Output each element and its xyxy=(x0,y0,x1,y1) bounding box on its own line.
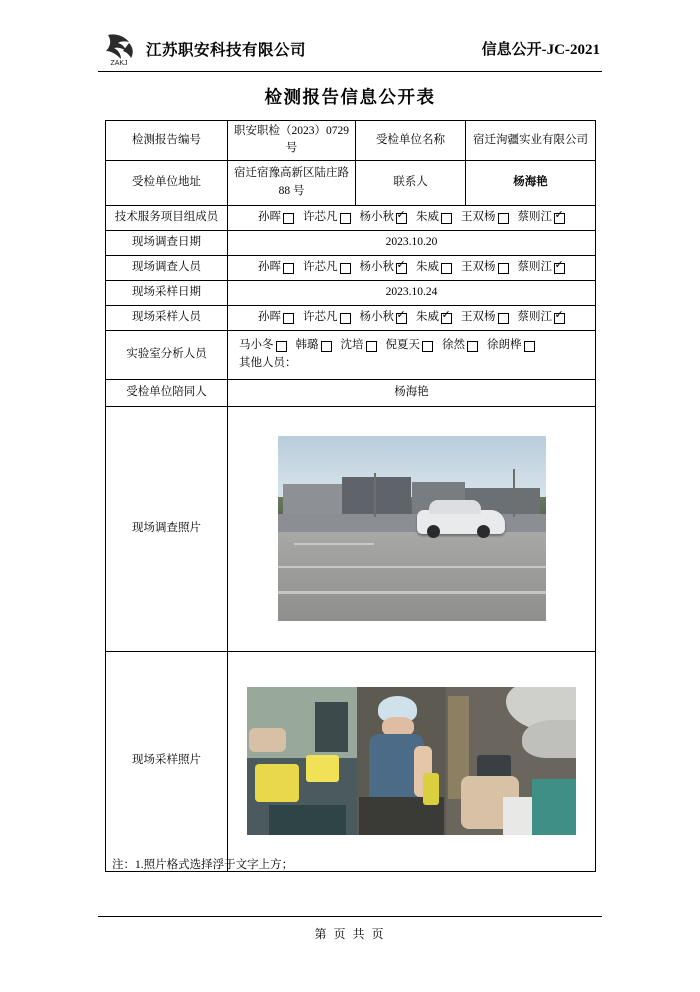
person-name: 许芯凡 xyxy=(303,210,338,223)
person-checkbox-item[interactable] xyxy=(258,209,294,226)
survey-date-value: 2023.10.20 xyxy=(228,230,596,255)
person-checkbox-item[interactable] xyxy=(360,209,408,226)
table-row xyxy=(106,330,596,379)
checkbox-icon[interactable] xyxy=(441,263,452,274)
person-checkbox-item[interactable] xyxy=(303,209,351,226)
company-name: 江苏职安科技有限公司 xyxy=(146,41,307,59)
lab-other-label: 其他人员： xyxy=(239,356,297,369)
person-name: 孙晖 xyxy=(258,210,281,223)
checkbox-checked-icon[interactable] xyxy=(396,263,407,274)
person-checkbox-item[interactable] xyxy=(258,309,294,326)
checkbox-icon[interactable] xyxy=(498,213,509,224)
checkbox-checked-icon[interactable] xyxy=(554,313,565,324)
team-label: 技术服务项目组成员 xyxy=(106,205,228,230)
doc-code: 信息公开-JC-2021 xyxy=(481,42,600,58)
checkbox-icon[interactable] xyxy=(441,213,452,224)
person-name: 孙晖 xyxy=(258,310,281,323)
checkbox-icon[interactable] xyxy=(340,313,351,324)
person-checkbox-item[interactable] xyxy=(461,259,509,276)
person-name: 蔡则江 xyxy=(517,310,552,323)
checkbox-icon[interactable] xyxy=(467,341,478,352)
person-name: 王双杨 xyxy=(461,260,496,273)
lab-members-list xyxy=(237,337,592,354)
person-name: 朱威 xyxy=(416,310,439,323)
contact-label: 联系人 xyxy=(356,160,466,205)
brand xyxy=(98,30,306,68)
survey-photo-image xyxy=(278,436,546,621)
team-members-cell xyxy=(228,205,596,230)
survey-person-label: 现场调查人员 xyxy=(106,255,228,280)
person-checkbox-item[interactable] xyxy=(442,337,478,354)
report-no-label: 检测报告编号 xyxy=(106,121,228,161)
sampling-members-cell xyxy=(228,305,596,330)
person-checkbox-item[interactable] xyxy=(296,337,332,354)
checkbox-icon[interactable] xyxy=(422,341,433,352)
person-name: 许芯凡 xyxy=(303,260,338,273)
client-name-label: 受检单位名称 xyxy=(356,121,466,161)
person-name: 杨小秋 xyxy=(359,260,394,273)
person-checkbox-item[interactable] xyxy=(461,209,509,226)
checkbox-icon[interactable] xyxy=(366,341,377,352)
person-checkbox-item[interactable] xyxy=(518,309,566,326)
person-checkbox-item[interactable] xyxy=(360,309,408,326)
person-checkbox-item[interactable] xyxy=(303,259,351,276)
person-name: 朱威 xyxy=(416,210,439,223)
info-table xyxy=(105,120,596,872)
table-row xyxy=(106,651,596,871)
person-name: 杨小秋 xyxy=(359,310,394,323)
checkbox-icon[interactable] xyxy=(283,313,294,324)
page-header xyxy=(98,26,602,72)
table-row xyxy=(106,160,596,205)
person-name: 徐朗桦 xyxy=(487,339,522,352)
sampling-members-list xyxy=(231,309,592,326)
person-checkbox-item[interactable] xyxy=(416,309,452,326)
person-checkbox-item[interactable] xyxy=(416,209,452,226)
table-row xyxy=(106,406,596,651)
team-members-list xyxy=(231,209,592,226)
checkbox-checked-icon[interactable] xyxy=(441,313,452,324)
person-name: 沈培 xyxy=(340,339,364,352)
survey-photo-cell xyxy=(228,406,596,651)
survey-photo-label: 现场调查照片 xyxy=(106,406,228,651)
person-checkbox-item[interactable] xyxy=(239,337,287,354)
table-row xyxy=(106,280,596,305)
sampling-photo-cell xyxy=(228,651,596,871)
table-row xyxy=(106,379,596,406)
client-name-value: 宿迁洵疆实业有限公司 xyxy=(466,121,596,161)
table-row xyxy=(106,255,596,280)
report-no-value: 职安职检（2023）0729 号 xyxy=(228,121,356,161)
person-checkbox-item[interactable] xyxy=(518,259,566,276)
accompany-value: 杨海艳 xyxy=(228,379,596,406)
person-name: 韩璐 xyxy=(295,339,319,352)
checkbox-icon[interactable] xyxy=(276,341,287,352)
logo-text: ZAKJ xyxy=(110,59,128,67)
person-name: 孙晖 xyxy=(258,260,281,273)
page-title: 检测报告信息公开表 xyxy=(264,87,436,107)
person-name: 朱威 xyxy=(416,260,439,273)
person-checkbox-item[interactable] xyxy=(341,337,377,354)
person-name: 蔡则江 xyxy=(517,210,552,223)
person-checkbox-item[interactable] xyxy=(360,259,408,276)
sampling-person-label: 现场采样人员 xyxy=(106,305,228,330)
lab-members-wrap xyxy=(231,337,592,372)
survey-date-label: 现场调查日期 xyxy=(106,230,228,255)
table-row xyxy=(106,230,596,255)
client-addr-value: 宿迁宿豫高新区陆庄路 88 号 xyxy=(228,160,356,205)
table-row xyxy=(106,305,596,330)
lab-label: 实验室分析人员 xyxy=(106,330,228,379)
car-shape xyxy=(417,510,505,534)
sampling-photo-image xyxy=(247,687,577,835)
page-footer: 第 页 共 页 xyxy=(98,916,602,942)
person-checkbox-item[interactable] xyxy=(386,337,434,354)
survey-members-cell xyxy=(228,255,596,280)
sampling-photo-label: 现场采样照片 xyxy=(106,651,228,871)
checkbox-icon[interactable] xyxy=(283,213,294,224)
person-name: 蔡则江 xyxy=(517,260,552,273)
checkbox-icon[interactable] xyxy=(524,341,535,352)
contact-value: 杨海艳 xyxy=(466,160,596,205)
person-name: 王双杨 xyxy=(461,210,496,223)
table-row xyxy=(106,121,596,161)
person-checkbox-item[interactable] xyxy=(303,309,351,326)
lab-members-cell xyxy=(228,330,596,379)
survey-members-list xyxy=(231,259,592,276)
sampling-date-label: 现场采样日期 xyxy=(106,280,228,305)
sampling-date-value: 2023.10.24 xyxy=(228,280,596,305)
checkbox-checked-icon[interactable] xyxy=(554,263,565,274)
person-checkbox-item[interactable] xyxy=(518,209,566,226)
checkbox-icon[interactable] xyxy=(498,263,509,274)
person-checkbox-item[interactable] xyxy=(258,259,294,276)
person-name: 马小冬 xyxy=(239,339,274,352)
person-checkbox-item[interactable] xyxy=(461,309,509,326)
person-name: 王双杨 xyxy=(461,310,496,323)
person-checkbox-item[interactable] xyxy=(487,337,535,354)
checkbox-checked-icon[interactable] xyxy=(396,313,407,324)
person-name: 徐然 xyxy=(442,339,465,352)
client-addr-label: 受检单位地址 xyxy=(106,160,228,205)
company-logo-icon xyxy=(98,30,140,68)
checkbox-icon[interactable] xyxy=(321,341,332,352)
table-row xyxy=(106,205,596,230)
accompany-label: 受检单位陪同人 xyxy=(106,379,228,406)
checkbox-icon[interactable] xyxy=(498,313,509,324)
person-name: 倪夏天 xyxy=(385,339,420,352)
person-name: 杨小秋 xyxy=(359,210,394,223)
checkbox-checked-icon[interactable] xyxy=(396,213,407,224)
checkbox-checked-icon[interactable] xyxy=(554,213,565,224)
person-checkbox-item[interactable] xyxy=(416,259,452,276)
checkbox-icon[interactable] xyxy=(340,213,351,224)
checkbox-icon[interactable] xyxy=(340,263,351,274)
note-text: 注：1.照片格式选择浮于文字上方； xyxy=(112,859,294,871)
checkbox-icon[interactable] xyxy=(283,263,294,274)
person-name: 许芯凡 xyxy=(303,310,338,323)
